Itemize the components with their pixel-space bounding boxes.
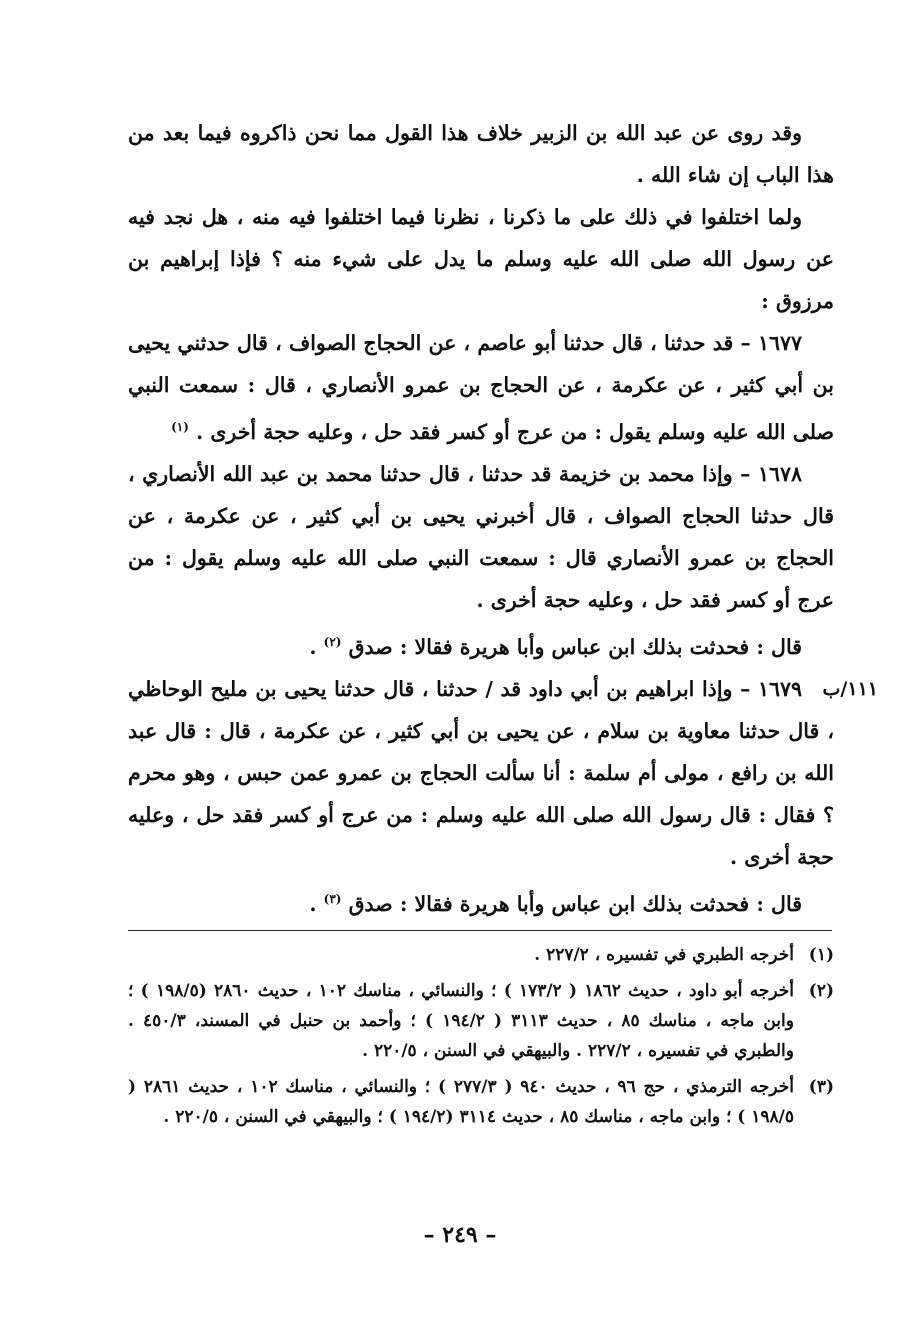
hadith-1677: ١٦٧٧ – قد حدثنا ، قال حدثنا أبو عاصم ، عن الحجاج الصواف ، قال حدثني يحيى بن أبي كثير ، عن عكرمة ، عن الحجاج بن عمرو الأنصاري ، قال : سمعت النبي صلى الله عليه وسلم يقول : من عرج أو كسر فقد حل ، وعليه حجة أخرى . $^{(١)}$ [128,331,834,444]
paragraph-confirmation-1: قال : فحدثت بذلك ابن عباس وأبا هريرة فقالا : صدق $^{(٢)}$ . [309,634,802,659]
hadith-number: ١٦٧٩ – [740,676,803,701]
footnote-mark: (٣) [323,891,342,906]
footnote-1 [128,940,834,970]
footnote-3 [128,1072,834,1132]
main-text [128,112,878,924]
page-number: – ٢٤٩ – [423,1222,497,1248]
footnote-2 [128,976,834,1066]
paragraph-confirmation-2: قال : فحدثت بذلك ابن عباس وأبا هريرة فقالا : صدق $^{(٣)}$ . [309,891,802,916]
hadith-1679: ١١١/ب ١٦٧٩ – وإذا ابراهيم بن أبي داود قد / حدثنا ، قال حدثنا يحيى بن مليح الوحاظي ، قال حدثنا معاوية بن سلام ، عن يحيى بن أبي كثير ، عن عكرمة ، قال : قال عبد الله بن رافع ، مولى أم سلمة : أنا سألت الحجاج بن عمرو عمن حبس ، وهو محرم ؟ فقال : قال رسول الله صلى الله عليه وسلم : من عرج أو كسر فقد حل ، وعليه حجة أخرى . [128,668,834,878]
footnote-mark: (١) [171,420,189,434]
footnote-mark: (٢) [323,634,342,649]
manuscript-folio-note: ١١١/ب [822,677,878,700]
paragraph-question: ولما اختلفوا في ذلك على ما ذكرنا ، نظرنا فيما اختلفوا فيه منه ، هل نجد فيه عن رسول الله صلى الله عليه وسلم ما يدل على شيء منه ؟ فإذا إبراهيم بن مرزوق : [128,205,834,313]
footnote-separator [128,930,832,931]
footnote-text: أخرجه الطبري في تفسيره ، ٢٢٧/٢ . [534,945,794,965]
paragraph-intro: وقد روى عن عبد الله بن الزبير خلاف هذا القول مما نحن ذاكروه فيما بعد من هذا الباب إن شاء الله . [128,121,834,187]
footnotes [128,940,834,1138]
hadith-1678: ١٦٧٨ – وإذا محمد بن خزيمة قد حدثنا ، قال حدثنا محمد بن عبد الله الأنصاري ، قال حدثنا الحجاج الصواف ، قال أخبرني يحيى بن أبي كثير ، عن عكرمة ، عن الحجاج بن عمرو الأنصاري قال : سمعت النبي صلى الله عليه وسلم يقول : من عرج أو كسر فقد حل ، وعليه حجة أخرى . [128,461,834,612]
footnote-number: (١) [808,945,834,965]
hadith-number: ١٦٧٧ – [740,331,802,355]
footnote-number: (٣) [808,1077,834,1097]
hadith-number: ١٦٧٨ – [740,461,802,486]
footnote-number: (٢) [808,981,834,1001]
footnote-text: أخرجه الترمذي ، حج ٩٦ ، حديث ٩٤٠ ( ٢٧٧/٣ ) ؛ والنسائي ، مناسك ١٠٢ ، حديث ٢٨٦١ ( ١٩٨/٥ ) ؛ وابن ماجه ، مناسك ٨٥ ، حديث ٣١١٤ (١٩٤/٢ ) ؛ والبيهقي في السنن ، ٢٢٠/٥ . [128,1077,794,1127]
footnote-text: أخرجه أبو داود ، حديث ١٨٦٢ ( ١٧٣/٢ ) ؛ والنسائي ، مناسك ١٠٢ ، حديث ٢٨٦٠ (١٩٨/٥ ) ؛ وابن ماجه ، مناسك ٨٥ ، حديث ٣١١٣ ( ١٩٤/٢ ) ؛ وأحمد بن حنبل في المسند، ٤٥٠/٣ . والطبري في تفسيره ، ٢٢٧/٢ . والبيهقي في السنن ، ٢٢٠/٥ . [128,981,795,1061]
